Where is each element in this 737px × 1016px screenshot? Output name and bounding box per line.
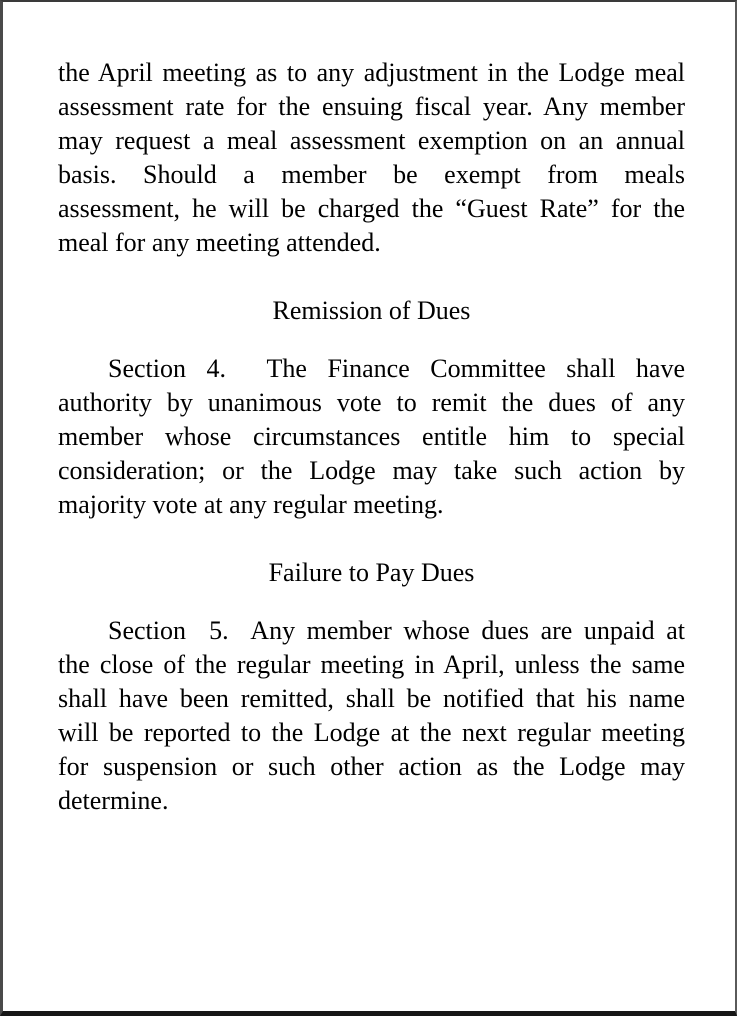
section-heading: Remission of Dues (272, 296, 471, 325)
paragraph (58, 56, 685, 260)
text-line: Section 5. Any member whose dues are unpaid at (108, 616, 685, 645)
text-line: determine. (58, 786, 169, 815)
text-line: consideration; or the Lodge may take such action by (58, 456, 685, 485)
text-line: meal for any meeting attended. (58, 228, 381, 257)
text-line: basis. Should a member be exempt from meals (58, 160, 685, 189)
text-line: Section 4. The Finance Committee shall have (108, 354, 685, 383)
text-line: may request a meal assessment exemption on an annual (58, 126, 685, 155)
text-line: shall have been remitted, shall be notified that his name (58, 684, 685, 713)
text-line: authority by unanimous vote to remit the dues of any (58, 388, 685, 417)
text-line: for suspension or such other action as the Lodge may (58, 752, 685, 781)
text-line: the close of the regular meeting in April, unless the same (58, 650, 685, 679)
paragraph (58, 352, 685, 522)
text-line: member whose circumstances entitle him to special (58, 422, 685, 451)
text-line: the April meeting as to any adjustment in the Lodge meal (58, 58, 685, 87)
text-line: majority vote at any regular meeting. (58, 490, 444, 519)
text-line: assessment, he will be charged the “Guest Rate” for the (58, 194, 685, 223)
section-heading: Failure to Pay Dues (268, 558, 475, 587)
document-content (3, 2, 735, 818)
paragraph (58, 614, 685, 818)
text-line: assessment rate for the ensuing fiscal year. Any member (58, 92, 685, 121)
text-line: will be reported to the Lodge at the next regular meeting (58, 718, 685, 747)
